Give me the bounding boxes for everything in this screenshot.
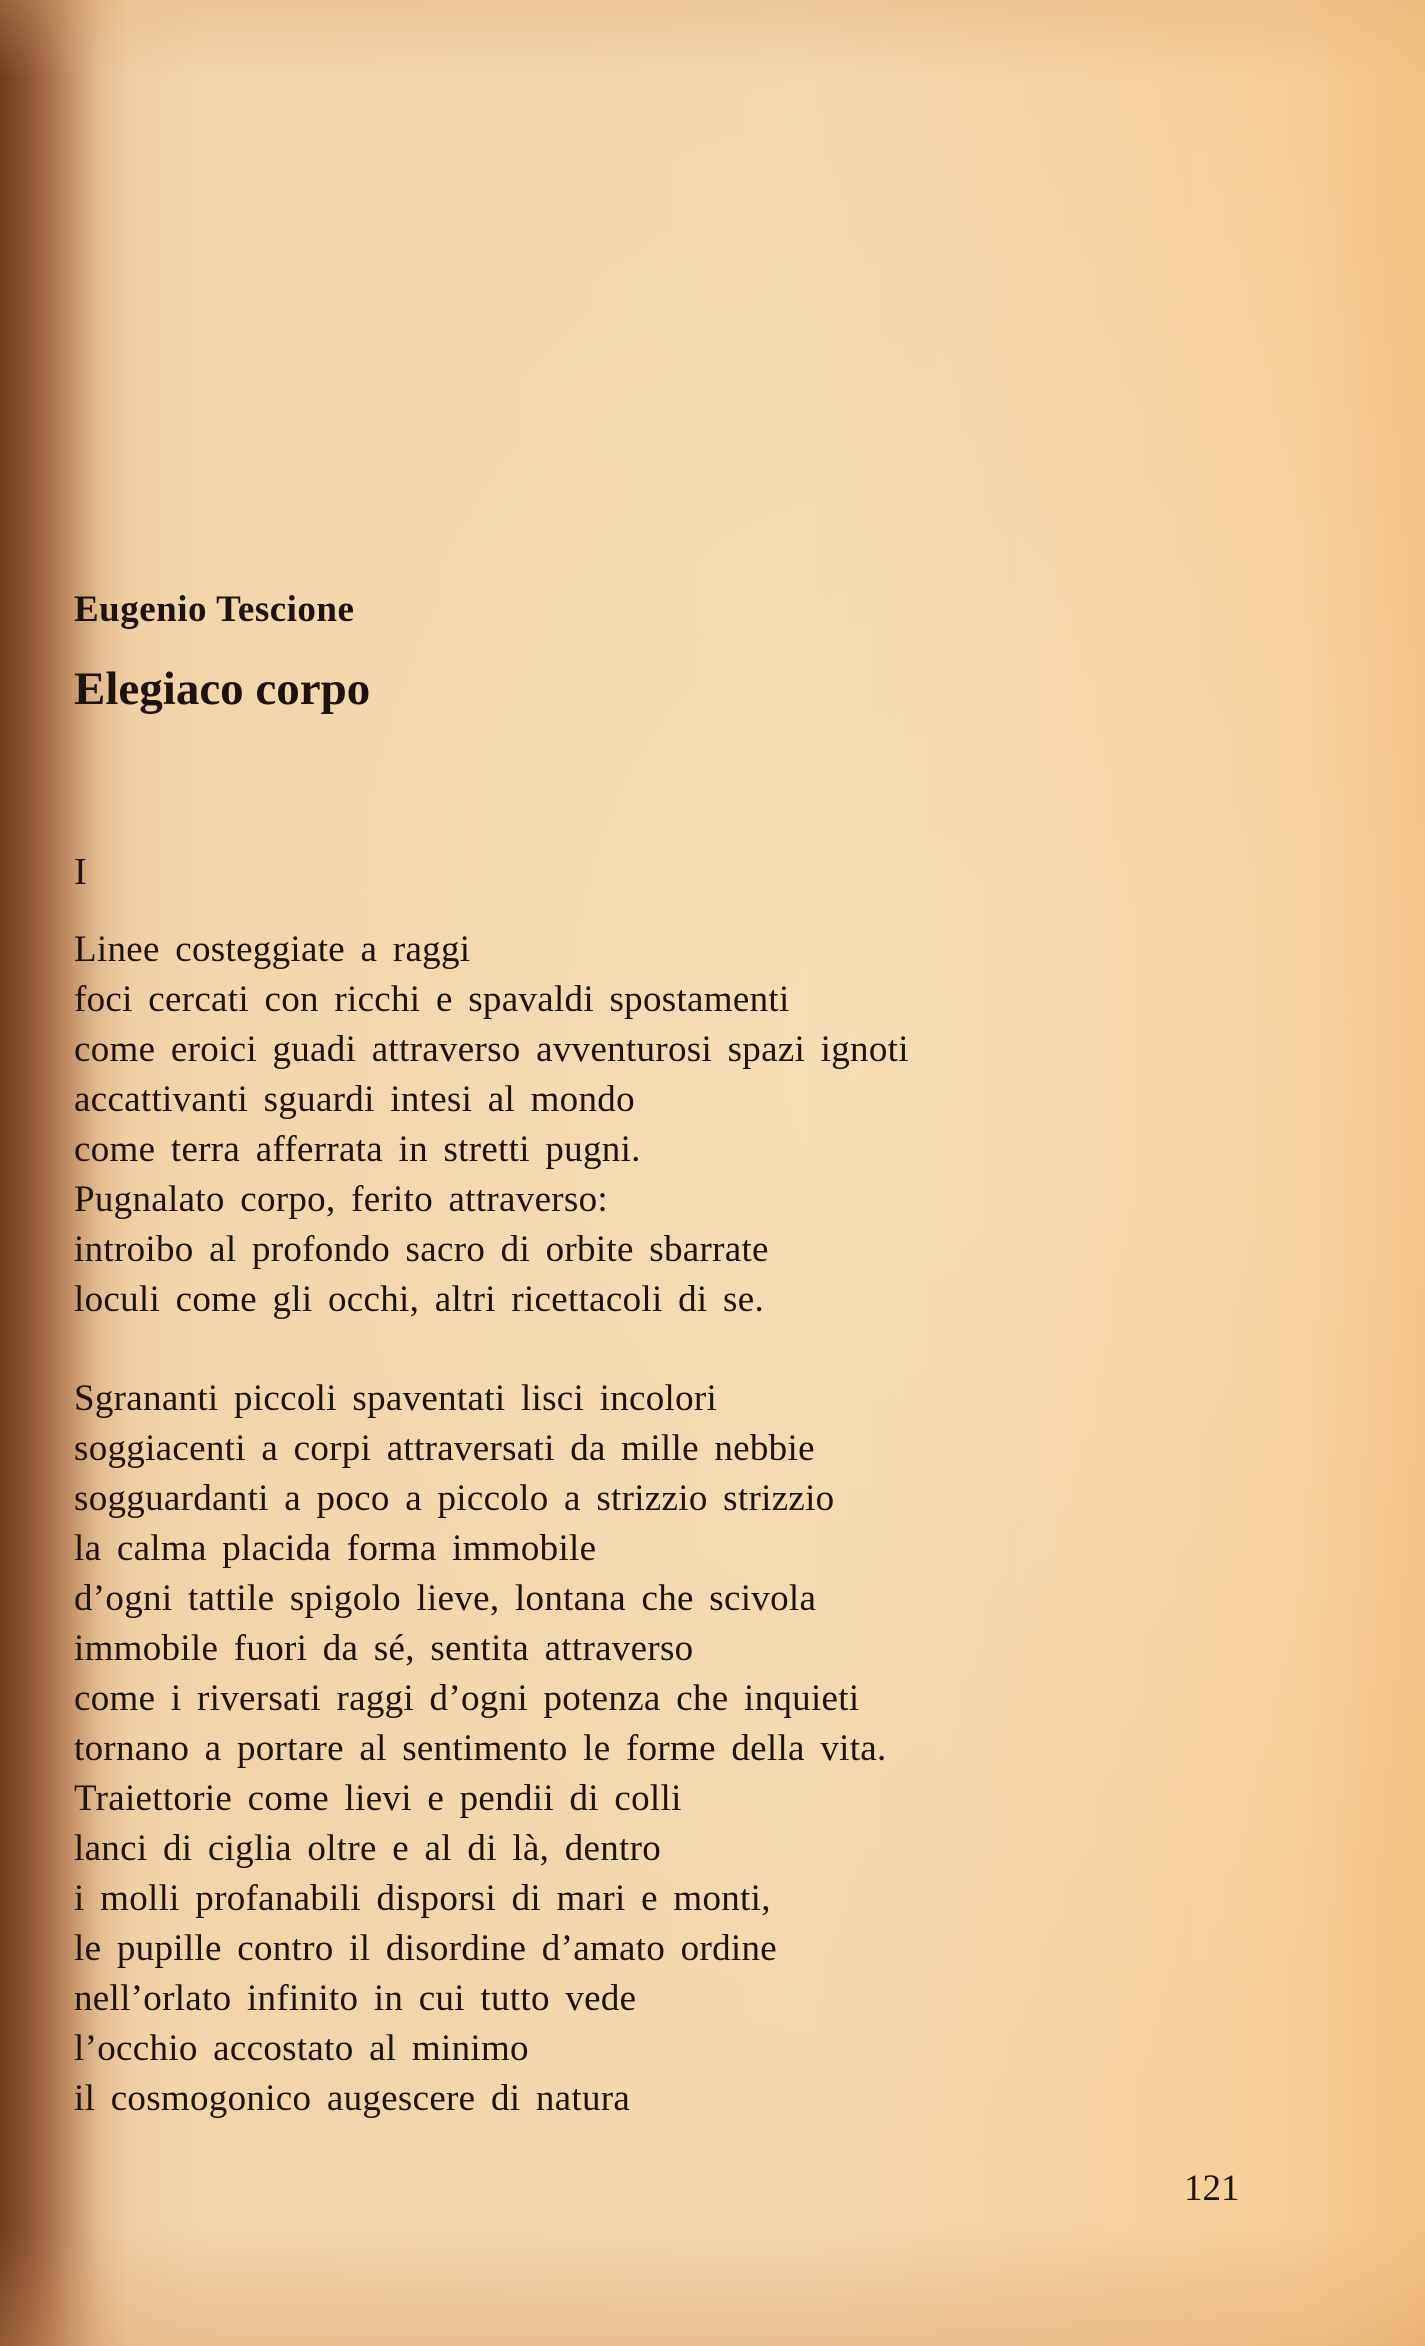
verse-line: come terra afferrata in stretti pugni. xyxy=(74,1129,641,1170)
verse-line: il cosmogonico augescere di natura xyxy=(74,2078,631,2119)
verse-line: soggiacenti a corpi attraversati da mille nebbie xyxy=(74,1428,815,1469)
verse-line: la calma placida forma immobile xyxy=(74,1528,597,1569)
verse-line: come i riversati raggi d’ogni potenza che inquieti xyxy=(74,1678,860,1719)
verse-line: Linee costeggiate a raggi xyxy=(74,929,471,970)
verse-line: le pupille contro il disordine d’amato ordine xyxy=(74,1928,777,1969)
verse-line: sogguardanti a poco a piccolo a strizzio strizzio xyxy=(74,1478,835,1519)
page-edge-bottom-shading xyxy=(0,2226,1425,2346)
verse-line: immobile fuori da sé, sentita attraverso xyxy=(74,1628,694,1669)
verse-line: nell’orlato infinito in cui tutto vede xyxy=(74,1978,637,2019)
poem-title: Elegiaco corpo xyxy=(74,663,371,715)
verse-line: Sgrananti piccoli spaventati lisci incolori xyxy=(74,1378,718,1419)
verse-line: loculi come gli occhi, altri ricettacoli di se. xyxy=(74,1279,765,1320)
verse-line: tornano a portare al sentimento le forme della vita. xyxy=(74,1728,887,1769)
section-number: I xyxy=(74,851,87,893)
stanza-1 xyxy=(74,925,909,1325)
verse-line: d’ogni tattile spigolo lieve, lontana che scivola xyxy=(74,1578,817,1619)
author-name: Eugenio Tescione xyxy=(74,589,355,630)
verse-line: come eroici guadi attraverso avventurosi spazi ignoti xyxy=(74,1029,909,1070)
verse-line: foci cercati con ricchi e spavaldi spostamenti xyxy=(74,979,790,1020)
page-edge-top-shading xyxy=(0,0,1425,80)
verse-line: introibo al profondo sacro di orbite sbarrate xyxy=(74,1229,769,1270)
verse-line: Pugnalato corpo, ferito attraverso: xyxy=(74,1179,608,1220)
verse-line: lanci di ciglia oltre e al di là, dentro xyxy=(74,1828,662,1869)
verse-line: accattivanti sguardi intesi al mondo xyxy=(74,1079,635,1120)
page-number: 121 xyxy=(1184,2168,1240,2209)
verse-line: i molli profanabili disporsi di mari e monti, xyxy=(74,1878,771,1919)
verse-line: Traiettorie come lievi e pendii di colli xyxy=(74,1778,682,1819)
verse-line: l’occhio accostato al minimo xyxy=(74,2028,529,2069)
stanza-2 xyxy=(74,1374,887,2124)
